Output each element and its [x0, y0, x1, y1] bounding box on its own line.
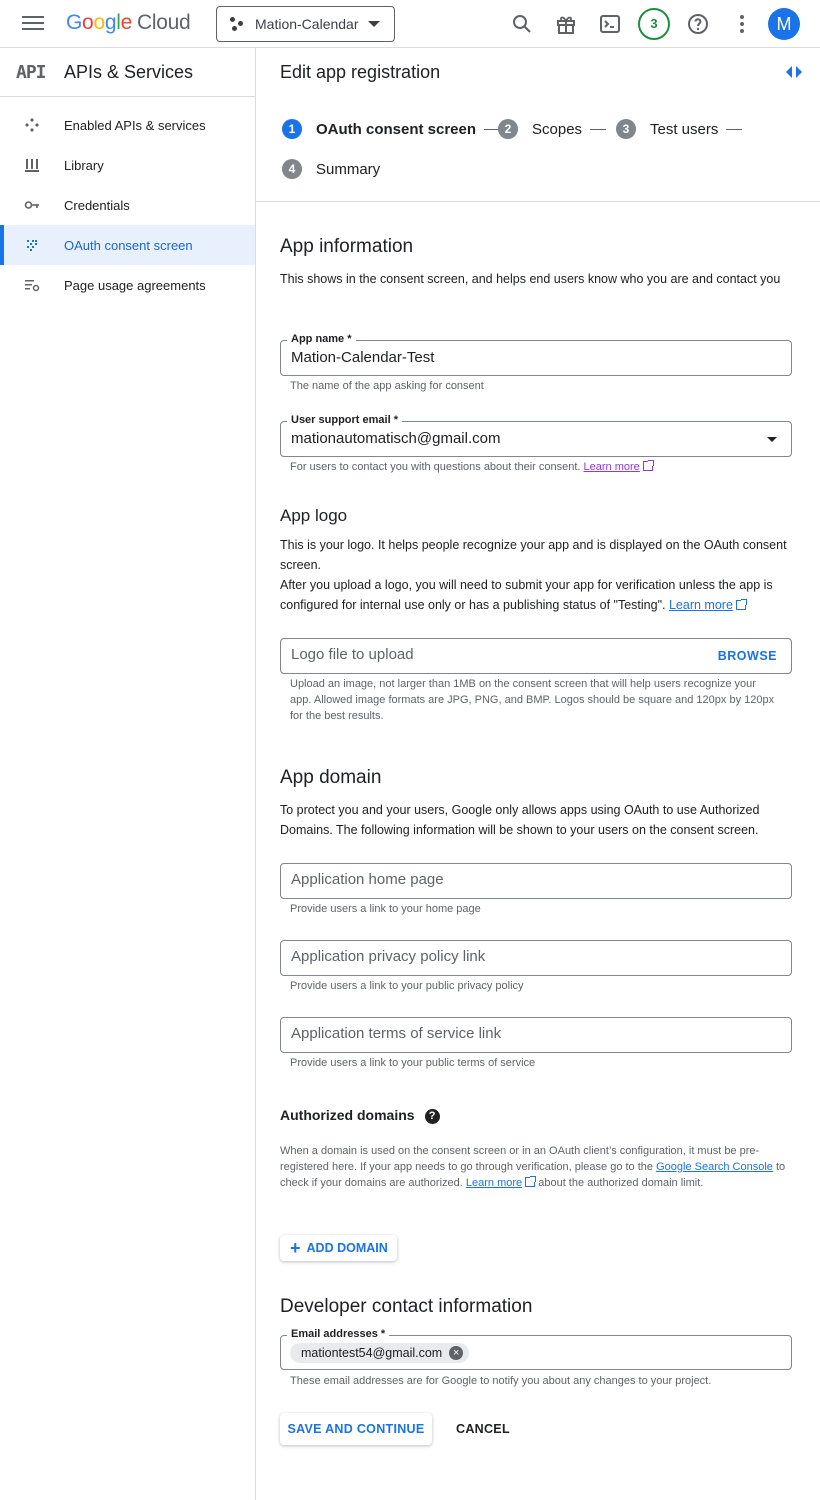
app-domain-description: To protect you and your users, Google only allows apps using OAuth to use Authorized Domains. The following information will be shown to your users on the consent screen. [280, 803, 760, 837]
help-icon[interactable] [686, 12, 710, 36]
app-information-heading: App information [280, 236, 414, 257]
app-logo-verification-note: After you upload a logo, you will need to submit your app for verification unless the app is configured for internal use only or has a publishing status of "Testing". Learn more [280, 578, 773, 612]
sidebar-nav [0, 97, 255, 305]
cloud-shell-icon[interactable] [598, 12, 622, 36]
sidebar-item-label: Library [64, 157, 104, 173]
avatar[interactable]: M [768, 8, 800, 40]
cancel-button[interactable]: CANCEL [456, 1422, 510, 1436]
home-page-field[interactable] [280, 863, 792, 899]
sidebar-item-oauth-consent-screen[interactable] [0, 225, 255, 265]
privacy-policy-hint: Provide users a link to your public privacy policy [290, 980, 524, 992]
app-logo-description: This is your logo. It helps people recognize your app and is displayed on the OAuth consent screen. [280, 538, 787, 572]
browse-button[interactable]: BROWSE [717, 649, 777, 663]
sidebar-item-library[interactable] [0, 145, 255, 185]
settings-list-icon [0, 277, 64, 293]
app-logo-heading: App logo [280, 506, 348, 525]
step-number: 4 [282, 159, 302, 179]
sidebar-item-label: Enabled APIs & services [64, 117, 206, 133]
sidebar-item-credentials[interactable] [0, 185, 255, 225]
notification-badge[interactable]: 3 [638, 8, 670, 40]
step-number: 2 [498, 119, 518, 139]
help-icon[interactable]: ? [425, 1109, 440, 1124]
sidebar-item-label: OAuth consent screen [64, 237, 193, 253]
step-label: Summary [316, 160, 381, 178]
page-title: Edit app registration [280, 62, 441, 82]
step-label: Test users [650, 120, 719, 138]
sidebar-header [0, 48, 255, 97]
step-number: 3 [616, 119, 636, 139]
main-panel [256, 48, 820, 1500]
add-domain-button[interactable]: + ADD DOMAIN [280, 1235, 397, 1261]
chevron-down-icon [368, 21, 380, 27]
learn-more-link[interactable]: Learn more [466, 1177, 535, 1189]
user-support-email-select[interactable] [280, 414, 792, 457]
logo-upload-hint: Upload an image, not larger than 1MB on the consent screen that will help users recognize your app. Allowed image formats are JPG, PNG, and BMP. Logos should be square and 120px by 120px for the best results. [290, 678, 775, 722]
logo-product-name: Cloud [136, 11, 191, 34]
form-content [256, 48, 820, 1500]
library-icon [0, 157, 64, 173]
developer-email-label: Email addresses * [287, 1328, 389, 1340]
sidebar [0, 48, 256, 1500]
developer-contact-heading: Developer contact information [280, 1296, 533, 1317]
developer-email-field[interactable] [280, 1328, 792, 1370]
project-icon [229, 16, 245, 32]
gift-icon[interactable] [554, 12, 578, 36]
sidebar-title: APIs & Services [64, 61, 194, 82]
terms-of-service-field[interactable] [280, 1017, 792, 1053]
remove-chip-icon[interactable]: × [449, 1346, 463, 1360]
learn-more-link[interactable]: Learn more [669, 598, 746, 612]
enabled-apis-icon [0, 117, 64, 133]
home-page-hint: Provide users a link to your home page [290, 903, 481, 915]
logo-upload-field[interactable] [280, 638, 792, 674]
external-link-icon [736, 600, 746, 610]
external-link-icon [643, 461, 653, 471]
app-name-label: App name * [287, 333, 356, 345]
sidebar-item-enabled-apis[interactable] [0, 105, 255, 145]
home-page-input[interactable] [291, 871, 751, 888]
project-name: Mation-Calendar [255, 16, 359, 32]
privacy-policy-field[interactable] [280, 940, 792, 976]
save-and-continue-button[interactable]: SAVE AND CONTINUE [280, 1413, 432, 1445]
step-number: 1 [282, 119, 302, 139]
google-cloud-logo[interactable]: Google Cloud [66, 11, 191, 34]
learn-more-link[interactable]: Learn more [584, 461, 653, 473]
developer-email-hint: These email addresses are for Google to notify you about any changes to your project. [290, 1375, 712, 1387]
user-support-email-hint: For users to contact you with questions about their consent. Learn more [290, 459, 780, 475]
terms-of-service-hint: Provide users a link to your public terms of service [290, 1057, 536, 1069]
project-picker[interactable] [216, 6, 395, 42]
app-information-description: This shows in the consent screen, and helps end users know who you are and contact you [280, 272, 781, 286]
app-name-hint: The name of the app asking for consent [290, 380, 484, 392]
user-support-email-label: User support email * [287, 414, 402, 426]
oauth-icon [0, 237, 64, 253]
authorized-domains-description: When a domain is used on the consent screen or in an OAuth client’s configuration, it must be pre-registered here. If your app needs to go through verification, please go to the Google Search Console to check if your domains are authorized. Learn more about the authorized domain limit. [280, 1145, 786, 1189]
logo-upload-input[interactable] [291, 646, 751, 663]
api-badge: API [16, 61, 46, 83]
sidebar-item-page-usage-agreements[interactable] [0, 265, 255, 305]
sidebar-item-label: Credentials [64, 197, 130, 213]
step-label: OAuth consent screen [316, 120, 477, 138]
step-label: Scopes [532, 120, 583, 138]
dropdown-arrow-icon [767, 437, 777, 442]
more-vert-icon[interactable] [730, 12, 754, 36]
plus-icon: + [290, 1238, 301, 1258]
google-search-console-link[interactable]: Google Search Console [656, 1161, 773, 1173]
user-support-email-value: mationautomatisch@gmail.com [291, 430, 501, 447]
menu-icon[interactable] [22, 16, 44, 32]
top-app-bar [0, 0, 820, 48]
app-domain-heading: App domain [280, 767, 382, 788]
privacy-policy-input[interactable] [291, 948, 751, 965]
terms-of-service-input[interactable] [291, 1025, 751, 1042]
external-link-icon [525, 1177, 535, 1187]
key-icon [0, 197, 64, 213]
search-icon[interactable] [510, 12, 534, 36]
sidebar-item-label: Page usage agreements [64, 277, 206, 293]
app-name-value: Mation-Calendar-Test [291, 349, 435, 366]
email-chip: mationtest54@gmail.com × [290, 1343, 469, 1363]
authorized-domains-heading: Authorized domains ? [280, 1107, 440, 1124]
app-name-field[interactable] [280, 333, 792, 376]
